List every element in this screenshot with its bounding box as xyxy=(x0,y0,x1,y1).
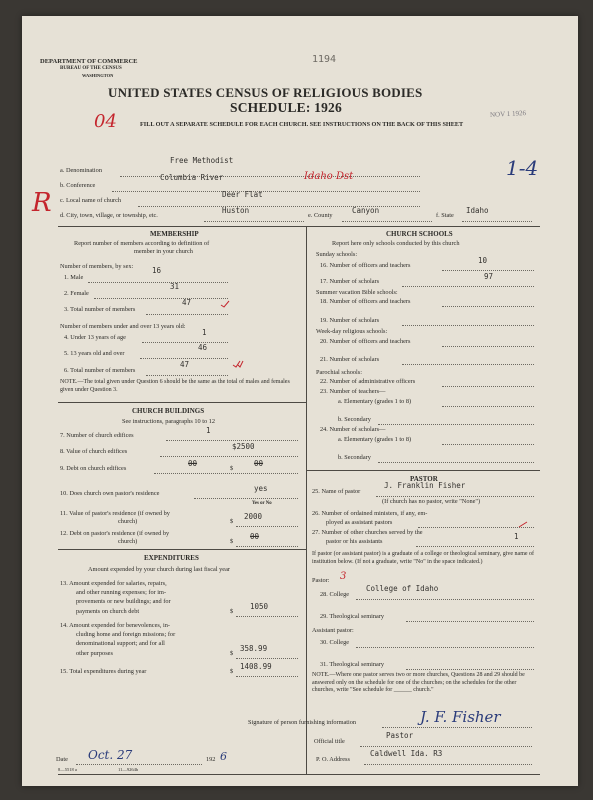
conference-value: Columbia River xyxy=(160,173,224,182)
denomination-label: a. Denomination xyxy=(60,167,102,174)
q9-value-2: 00 xyxy=(254,459,264,468)
census-schedule-sheet: DEPARTMENT OF COMMERCE BUREAU OF THE CENSUS WASHINGTON 1194 UNITED STATES CENSUS OF RELIGIOUS BODIES SCHEDULE: 1926 FILL OUT A SEPARATE SCHEDULE FOR EACH CHURCH. SEE INSTRUCTIONS ON THE BACK OF THIS SHEET 04 NOV 1 1926 1-4 R a. Denomination Free Methodist b. Conference Columbia River Idaho Dst c. Local name of church Deer Flat d. City, town, village, or township, etc. Huston e. County Canyon f. State Idaho MEMBERSHIP Report number of members according to definition of member in your church Number of members, by sex: 1. Male 16 2. Female 31 3. Total number of members 47 Number of members under and over 13 years old: 4. Under 13 years of age 1 5. 13 years old and over 46 6. Total number of members 47 NOTE.—The total given under Question 6 should be the same as the total of males and females given under Question 3. CHURCH BUILDINGS See instructions, paragraphs 10 to 12 7. Number of church edifices 1 8. Value of church edifices $2500 9. Debt on church edifices 00 $ 00 10. Does church own pastor's residence yes Yes or No 11. Value of pastor's residence (if owned by church) $ 2000 12. Debt on pastor's residence (if owned by church) $ 00 EXPENDITURES Amount expended by your church during last fiscal year 13. Amount expended for salaries, repairs, and other running expenses; for im- provements or new buildings; and for payments on church debt $ 1050 14. Amount expended for benevolences, in- cluding home and foreign missions; for denominational support; and for all other purposes $ 358.99 15. Total expenditures during year $ 1408.99 CHURCH SCHOOLS Report here only schools conducted by this church Sunday schools: 16. Number of officers and teachers 10 17. Number of scholars 97 Summer vacation Bible schools: 18. Number of officers and teachers 19. Number of scholars Week-day religious schools: 20. Number of officers and teachers 21. Number of scholars Parochial schools: 22. Number of administrative officers 23. Number of teachers— a. Elementary (grades 1 to 8) b. Secondary 24. Number of scholars— a. Elementary (grades 1 to 8) b. Secondary PASTOR 25. Name of pastor J. Franklin Fisher (If church has no pastor, write "None") 26. Number of ordained ministers, if any, em- ployed as assistant pastors 27. Number of other churches served by the pastor or his assistants 1 If pastor (or assistant pastor) is a graduate of a college or theological seminary, give name of institution below. (If not a graduate, write "No" in the space indicated.) Pastor: 3 28. College College of Idaho 29. Theological seminary Assistant pastor: 30. College 31. Theological seminary NOTE.—Where one pastor serves two or more churches, Questions 28 and 29 should be answered only on the schedule for one of the churches; on the schedules for the other churches, write "See schedule for ______ church." Signature of person furnishing information J. F. Fisher Official title Pastor Date Oct. 27 192 6 P. O. Address Caldwell Ida. R3 8—5518 a 11—9264b xyxy=(22,16,578,786)
q12-label-b: church) xyxy=(118,538,138,545)
q8-value: $2500 xyxy=(232,442,255,451)
q30-label: 30. College xyxy=(320,639,350,646)
q14-value: 358.99 xyxy=(240,644,268,653)
po-address-value: Caldwell Ida. R3 xyxy=(370,749,443,758)
q11-label-a: 11. Value of pastor's residence (if owned by xyxy=(60,510,170,517)
q2-label: 2. Female xyxy=(64,290,89,297)
q11-label-b: church) xyxy=(118,518,138,525)
signature-label: Signature of person furnishing information xyxy=(248,719,357,726)
q24a-label: a. Elementary (grades 1 to 8) xyxy=(338,436,412,443)
red-r-mark: R xyxy=(32,188,52,218)
rule-expenditures xyxy=(58,549,306,550)
grid-bottom-rule xyxy=(58,774,540,775)
q4-value: 1 xyxy=(202,328,207,337)
membership-intro-2: member in your church xyxy=(134,248,193,255)
bureau-label: BUREAU OF THE CENSUS xyxy=(60,66,122,71)
q21-label: 21. Number of scholars xyxy=(320,356,380,363)
q18-label: 18. Number of officers and teachers xyxy=(320,298,411,305)
local-name-value: Deer Flat xyxy=(222,190,263,199)
state-value: Idaho xyxy=(466,206,489,215)
denomination-value: Free Methodist xyxy=(170,156,234,165)
q14-label-d: other purposes xyxy=(76,650,113,657)
q27-value: 1 xyxy=(514,532,519,541)
form-code-1: 8—5518 a xyxy=(58,767,77,772)
by-sex-label: Number of members, by sex: xyxy=(60,263,134,270)
serial-number: 1194 xyxy=(312,54,337,65)
q23b-label: b. Secondary xyxy=(338,416,371,423)
q31-label: 31. Theological seminary xyxy=(320,661,385,668)
q13-label-c: provements or new buildings; and for xyxy=(76,598,171,605)
q16-value: 10 xyxy=(478,256,488,265)
q9-value-1: 00 xyxy=(188,459,198,468)
q2-value: 31 xyxy=(170,282,180,291)
q22-label: 22. Number of administrative officers xyxy=(320,378,416,385)
rule-pastor xyxy=(306,470,540,471)
yes-no-hint: Yes or No xyxy=(252,501,272,506)
buildings-heading: CHURCH BUILDINGS xyxy=(132,407,205,415)
red-check-mark xyxy=(518,521,528,529)
q3-value: 47 xyxy=(182,298,192,307)
form-instruction: FILL OUT A SEPARATE SCHEDULE FOR EACH CHURCH. SEE INSTRUCTIONS ON THE BACK OF THIS SHEET xyxy=(140,121,464,128)
conference-handwritten: Idaho Dst xyxy=(304,171,354,182)
q25-label: 25. Name of pastor xyxy=(312,488,361,495)
q29-label: 29. Theological seminary xyxy=(320,613,385,620)
county-value: Canyon xyxy=(352,206,380,215)
grid-top-rule xyxy=(58,226,540,227)
q11-value: 2000 xyxy=(244,512,263,521)
q1-value: 16 xyxy=(152,266,162,275)
city-town-label: d. City, town, village, or township, etc. xyxy=(60,212,158,219)
expenditures-heading: EXPENDITURES xyxy=(144,554,199,562)
q13-label-a: 13. Amount expended for salaries, repairs, xyxy=(60,580,167,587)
form-title: UNITED STATES CENSUS OF RELIGIOUS BODIES xyxy=(108,85,423,100)
q24-label: 24. Number of scholars— xyxy=(320,426,386,433)
q24b-label: b. Secondary xyxy=(338,454,371,461)
po-address-label: P. O. Address xyxy=(316,756,350,763)
q23a-label: a. Elementary (grades 1 to 8) xyxy=(338,398,412,405)
q6-label: 6. Total number of members xyxy=(64,367,136,374)
red-entry-number: 04 xyxy=(94,111,117,132)
graduate-note: If pastor (or assistant pastor) is a graduate of a college or theological seminary, give name of institution below. (If not a graduate, write "No" in the space indicated.) xyxy=(312,551,535,565)
year-prefix: 192 xyxy=(206,756,216,763)
q7-label: 7. Number of church edifices xyxy=(60,432,134,439)
q14-label-a: 14. Amount expended for benevolences, in- xyxy=(60,622,170,629)
q5-label: 5. 13 years old and over xyxy=(64,350,125,357)
q5-value: 46 xyxy=(198,343,208,352)
q15-value: 1408.99 xyxy=(240,662,272,671)
city-town-value: Huston xyxy=(222,206,250,215)
rule-buildings xyxy=(58,402,306,403)
weekday-label: Week-day religious schools: xyxy=(316,328,388,335)
membership-note: NOTE.—The total given under Question 6 should be the same as the total of males and females given under Question 3. xyxy=(60,379,290,393)
county-label: e. County xyxy=(308,212,333,219)
pastor-handwritten-mark: 3 xyxy=(340,571,347,582)
pastor-sub-label: Pastor: xyxy=(312,577,330,584)
q26-label-a: 26. Number of ordained ministers, if any, em- xyxy=(312,510,428,517)
red-check-mark xyxy=(220,300,230,308)
form-code-2: 11—9264b xyxy=(118,767,139,772)
membership-heading: MEMBERSHIP xyxy=(150,230,199,238)
membership-intro-1: Report number of members according to definition of xyxy=(74,240,210,247)
signature: J. F. Fisher xyxy=(420,708,501,726)
local-name-label: c. Local name of church xyxy=(60,197,122,204)
q10-value: yes xyxy=(254,484,268,493)
q14-label-b: cluding home and foreign missions; for xyxy=(76,631,176,638)
q26-label-b: ployed as assistant pastors xyxy=(326,519,393,526)
q7-value: 1 xyxy=(206,426,211,435)
q14-label-c: denominational support; and for all xyxy=(76,640,165,647)
schedule-title: SCHEDULE: 1926 xyxy=(230,100,342,115)
age-intro-label: Number of members under and over 13 years old: xyxy=(60,323,186,330)
conference-label: b. Conference xyxy=(60,182,96,189)
corner-code: 1-4 xyxy=(506,156,539,180)
q28-label: 28. College xyxy=(320,591,350,598)
date-label: Date xyxy=(56,756,68,763)
q19-label: 19. Number of scholars xyxy=(320,317,380,324)
assistant-pastor-label: Assistant pastor: xyxy=(312,627,354,634)
q25-value: J. Franklin Fisher xyxy=(384,481,466,490)
q28-value: College of Idaho xyxy=(366,584,439,593)
q16-label: 16. Number of officers and teachers xyxy=(320,262,411,269)
state-label: f. State xyxy=(436,212,454,219)
department-label: DEPARTMENT OF COMMERCE xyxy=(40,58,138,65)
received-date-stamp: NOV 1 1926 xyxy=(489,109,527,119)
date-handwritten: Oct. 27 xyxy=(88,748,133,762)
q27-label-b: pastor or his assistants xyxy=(326,538,383,545)
q17-label: 17. Number of scholars xyxy=(320,278,380,285)
q27-label-a: 27. Number of other churches served by the xyxy=(312,529,423,536)
q15-label: 15. Total expenditures during year xyxy=(60,668,147,675)
city-label: WASHINGTON xyxy=(82,73,114,78)
q12-value: 00 xyxy=(250,532,260,541)
buildings-intro: See instructions, paragraphs 10 to 12 xyxy=(122,418,216,425)
pastor-note: NOTE.—Where one pastor serves two or more churches, Questions 28 and 29 should be answered only on the schedule for one of the churches; on the schedules for the other churches, write "See schedule for ______ church." xyxy=(312,672,525,693)
schools-heading: CHURCH SCHOOLS xyxy=(386,230,453,238)
q13-label-b: and other running expenses; for im- xyxy=(76,589,167,596)
q9-label: 9. Debt on church edifices xyxy=(60,465,127,472)
official-title-label: Official title xyxy=(314,738,345,745)
q1-label: 1. Male xyxy=(64,274,84,281)
q4-label: 4. Under 13 years of age xyxy=(64,334,126,341)
q3-label: 3. Total number of members xyxy=(64,306,136,313)
schools-intro: Report here only schools conducted by this church xyxy=(332,240,460,247)
sunday-label: Sunday schools: xyxy=(316,251,358,258)
q23-label: 23. Number of teachers— xyxy=(320,388,386,395)
q13-value: 1050 xyxy=(250,602,269,611)
expenditures-intro: Amount expended by your church during last fiscal year xyxy=(88,566,230,573)
q13-label-d: payments on church debt xyxy=(76,608,140,615)
q8-label: 8. Value of church edifices xyxy=(60,448,128,455)
q20-label: 20. Number of officers and teachers xyxy=(320,338,411,345)
pastor-heading: PASTOR xyxy=(410,475,438,483)
column-divider xyxy=(306,226,307,774)
q6-value: 47 xyxy=(180,360,190,369)
year-handwritten: 6 xyxy=(220,750,227,763)
parochial-label: Parochial schools: xyxy=(316,369,362,376)
official-title-value: Pastor xyxy=(386,731,414,740)
q17-value: 97 xyxy=(484,272,494,281)
q25-note: (If church has no pastor, write "None") xyxy=(382,498,481,505)
q10-label: 10. Does church own pastor's residence xyxy=(60,490,160,497)
q12-label-a: 12. Debt on pastor's residence (if owned by xyxy=(60,530,170,537)
summer-label: Summer vacation Bible schools: xyxy=(316,289,398,296)
red-check-mark xyxy=(232,360,244,368)
